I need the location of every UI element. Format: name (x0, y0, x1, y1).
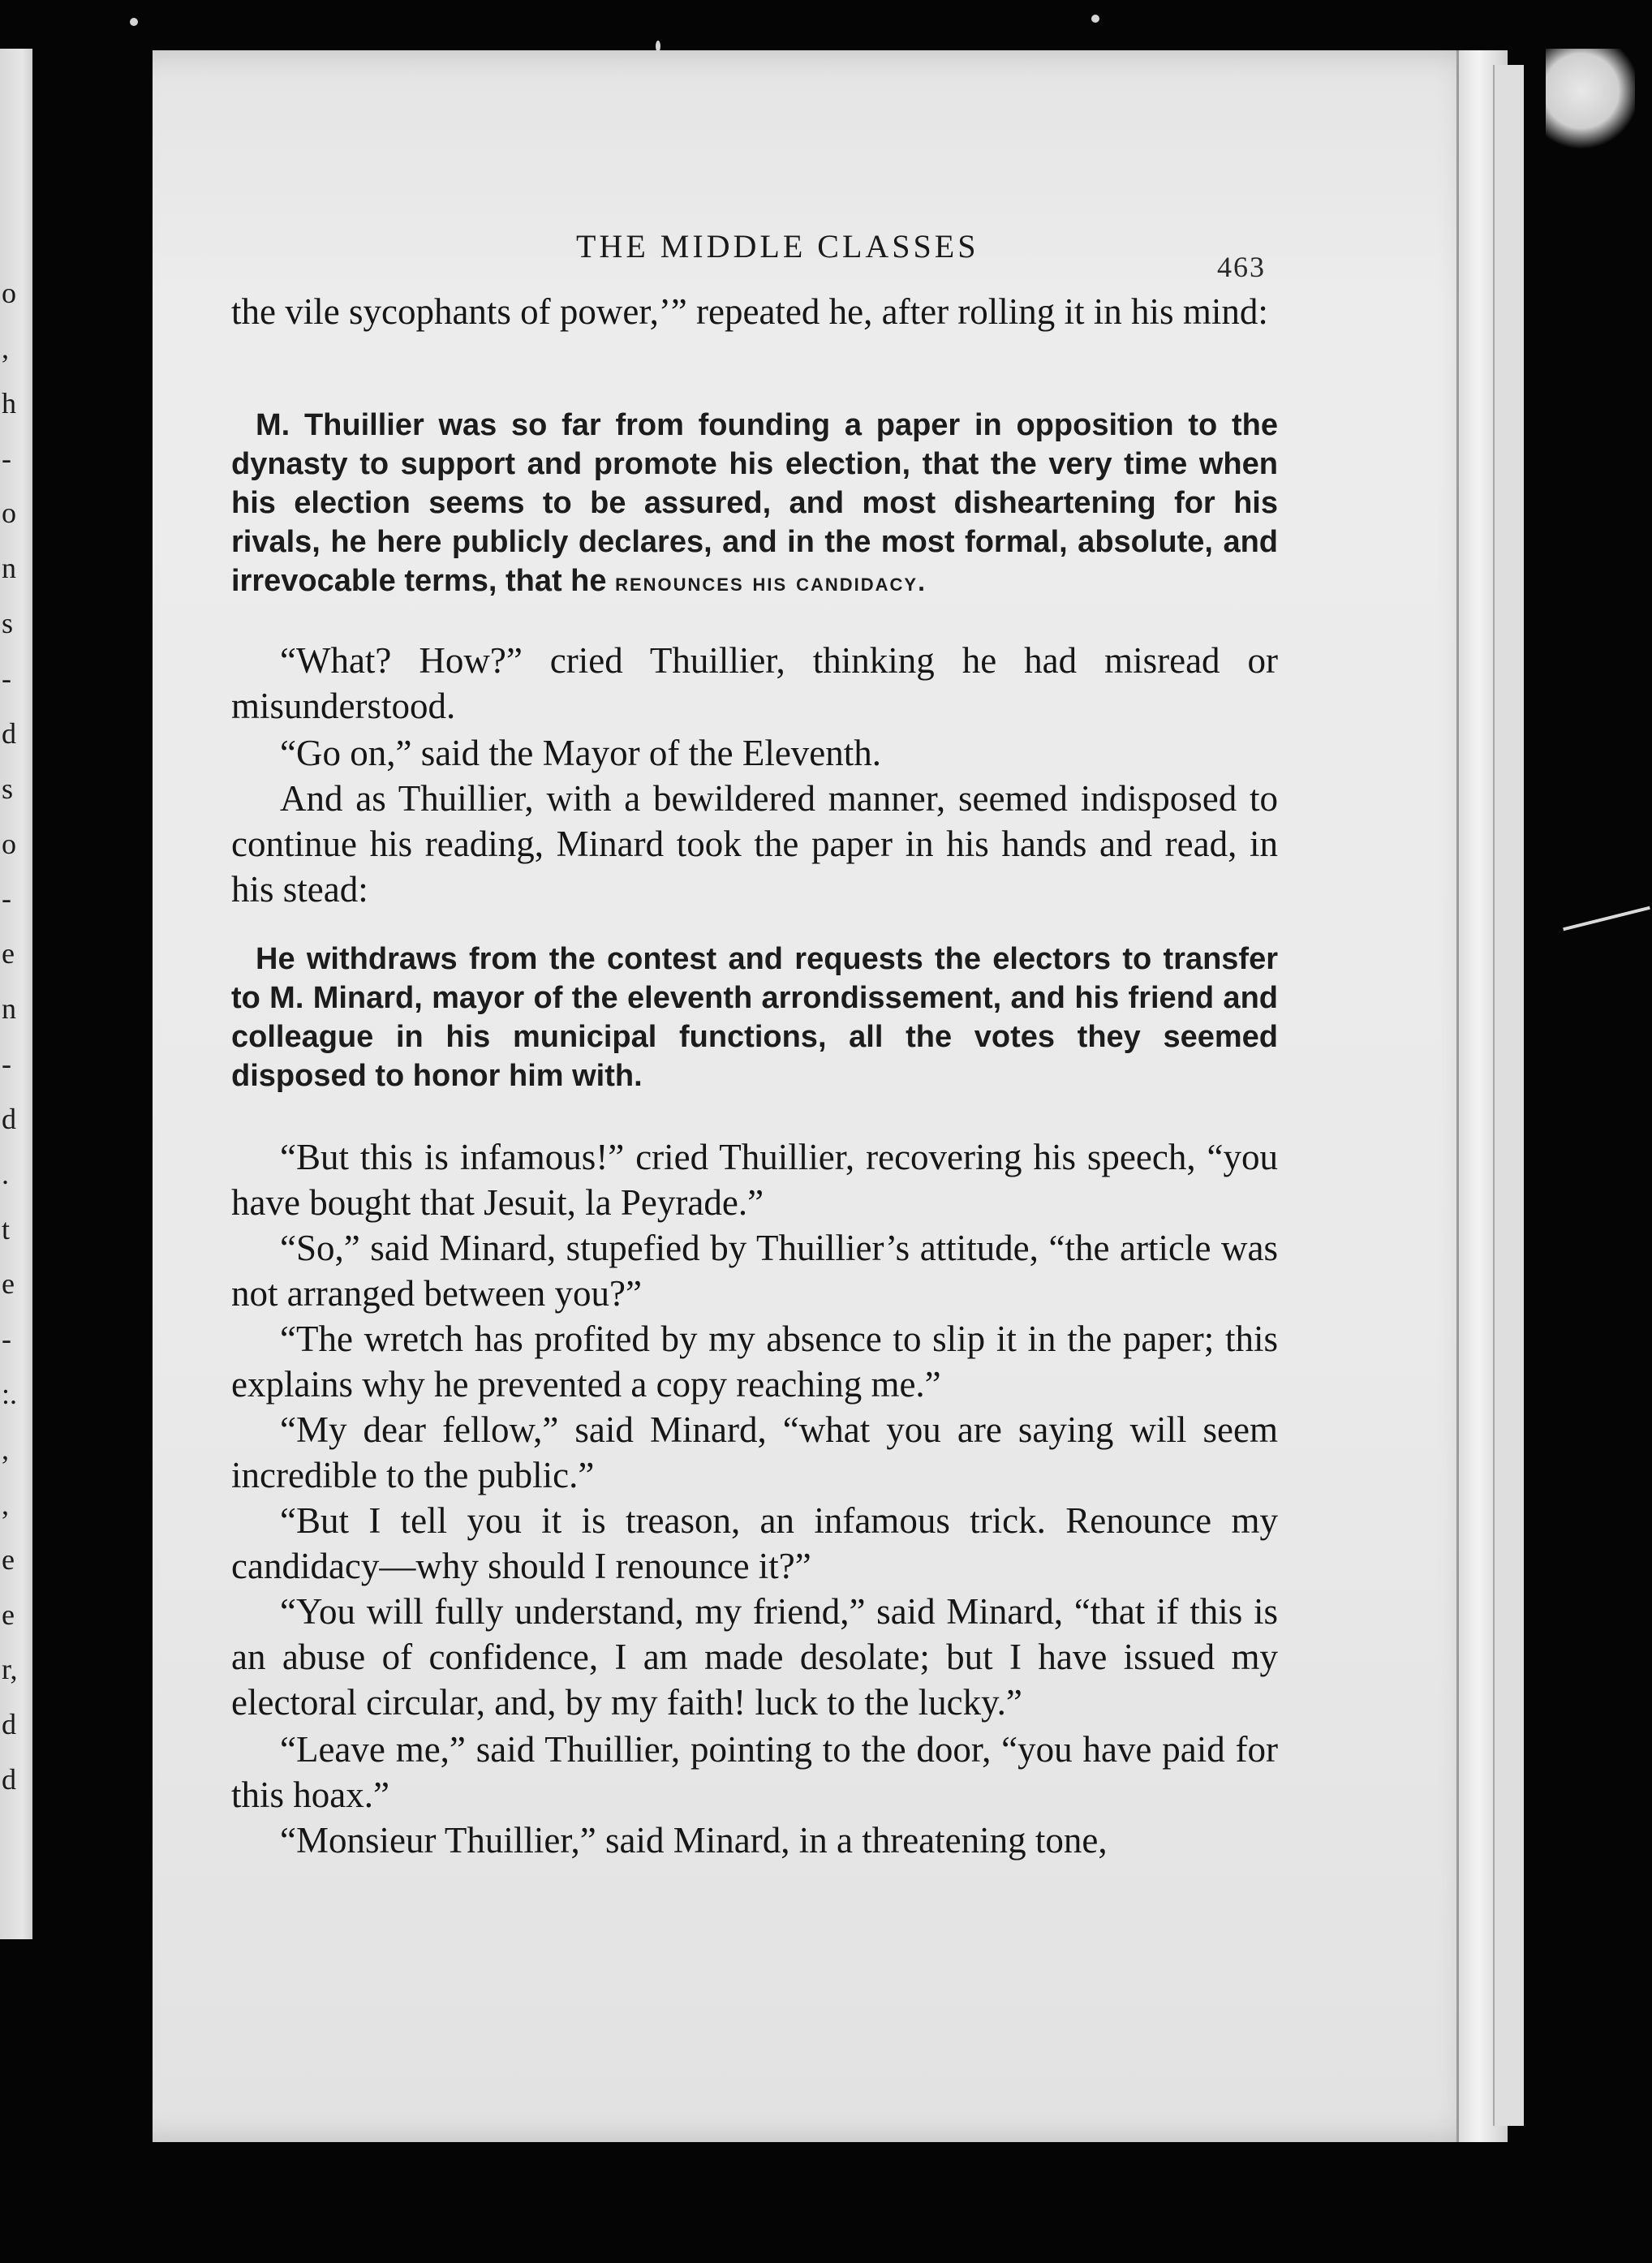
paragraph: “Monsieur Thuillier,” said Minard, in a threatening tone, (280, 1820, 1108, 1861)
dust-speck (1091, 15, 1099, 23)
facing-page-fragment-char: e (2, 1598, 15, 1631)
facing-page-fragment-char: d (2, 1763, 16, 1796)
facing-page-fragment-char: - (2, 882, 11, 914)
facing-page-fragment-char: , (2, 1433, 9, 1465)
facing-page-fragment-char: d (2, 1103, 16, 1135)
paragraph: “The wretch has profited by my absence to slip it in the paper; this explains why he prevented a copy reaching me.” (231, 1319, 1278, 1405)
quoted-article-text: M. Thuillier was so far from founding a paper in opposition to the dynasty to support and promote his election, that the very time when his election seems to be assured, and most disheartening for his rivals, he here publicly declares, and in the most formal, absolute, and irrevocable terms, that he (231, 408, 1278, 598)
facing-page-fragment-char: - (2, 1048, 11, 1080)
facing-page-fragment-char: e (2, 937, 15, 970)
facing-page-fragment-char: o (2, 497, 16, 529)
page-stack-edge-inner (1493, 65, 1524, 2126)
paragraph: “But this is infamous!” cried Thuillier, recovering his speech, “you have bought that Jesuit, la Peyrade.” (231, 1137, 1278, 1223)
paragraph: “Leave me,” said Thuillier, pointing to the door, “you have paid for this hoax.” (231, 1729, 1278, 1815)
paragraph: the vile sycophants of power,’” repeated he, after rolling it in his mind: (231, 291, 1268, 332)
facing-page-fragment-char: - (2, 442, 11, 475)
facing-page-fragment-char: d (2, 1708, 16, 1740)
paragraph: “Go on,” said the Mayor of the Eleventh. (280, 733, 882, 773)
facing-page-fragment-char: o (2, 828, 16, 860)
facing-page-fragment-char: s (2, 607, 14, 639)
paragraph: And as Thuillier, with a bewildered manner, seemed indisposed to continue his reading, Minard took the paper in his hands and read, in his stead: (231, 778, 1278, 910)
paragraph: “My dear fellow,” said Minard, “what you are saying will seem incredible to the public.” (231, 1409, 1278, 1495)
quoted-article: He withdraws from the contest and requests the electors to transfer to M. Minard, mayor of the eleventh arrondissement, and his friend and colleague in his municipal functions, all the votes they seemed disposed to honor him with. (231, 942, 1278, 1093)
quoted-article-caps: renounces his candidacy. (615, 567, 927, 596)
facing-page-fragment-char: r, (2, 1653, 18, 1685)
paragraph: “So,” said Minard, stupefied by Thuillier’s attitude, “the article was not arranged between you?” (231, 1228, 1278, 1314)
torn-corner (1546, 49, 1635, 154)
paragraph: “What? How?” cried Thuillier, thinking he had misread or misunderstood. (231, 640, 1278, 726)
facing-page-fragment-char: n (2, 552, 16, 584)
facing-page-fragment-char: s (2, 772, 14, 805)
facing-page-fragment-char: n (2, 992, 16, 1025)
facing-page-fragment-char: e (2, 1267, 15, 1300)
dust-speck (130, 18, 138, 26)
paragraph: “You will fully understand, my friend,” said Minard, “that if this is an abuse of confidence, I am made desolate; but I have issued my electoral circular, and, by my faith! luck to the lucky.” (231, 1591, 1278, 1723)
facing-page-fragment-char: - (2, 1323, 11, 1355)
page-number: 463 (1217, 251, 1266, 283)
dust-speck (656, 41, 660, 52)
facing-page-fragment-char: t (2, 1213, 11, 1246)
facing-page-fragment-char: , (2, 332, 9, 364)
paragraph: “But I tell you it is treason, an infamous trick. Renounce my candidacy—why should I renounce it?” (231, 1500, 1278, 1586)
facing-page-fragment-char: o (2, 277, 16, 309)
facing-page-fragment-char: . (2, 1158, 9, 1190)
facing-page-fragment-char: - (2, 662, 11, 695)
facing-page-fragment-char: h (2, 387, 16, 419)
facing-page-fragment-char: e (2, 1543, 15, 1576)
facing-page-fragments (0, 276, 32, 1818)
quoted-article (231, 406, 1278, 601)
facing-page-fragment-char: :. (2, 1378, 18, 1410)
running-head: THE MIDDLE CLASSES (576, 228, 979, 265)
facing-page-fragment-char: d (2, 717, 16, 750)
facing-page-fragment-char: , (2, 1488, 9, 1521)
